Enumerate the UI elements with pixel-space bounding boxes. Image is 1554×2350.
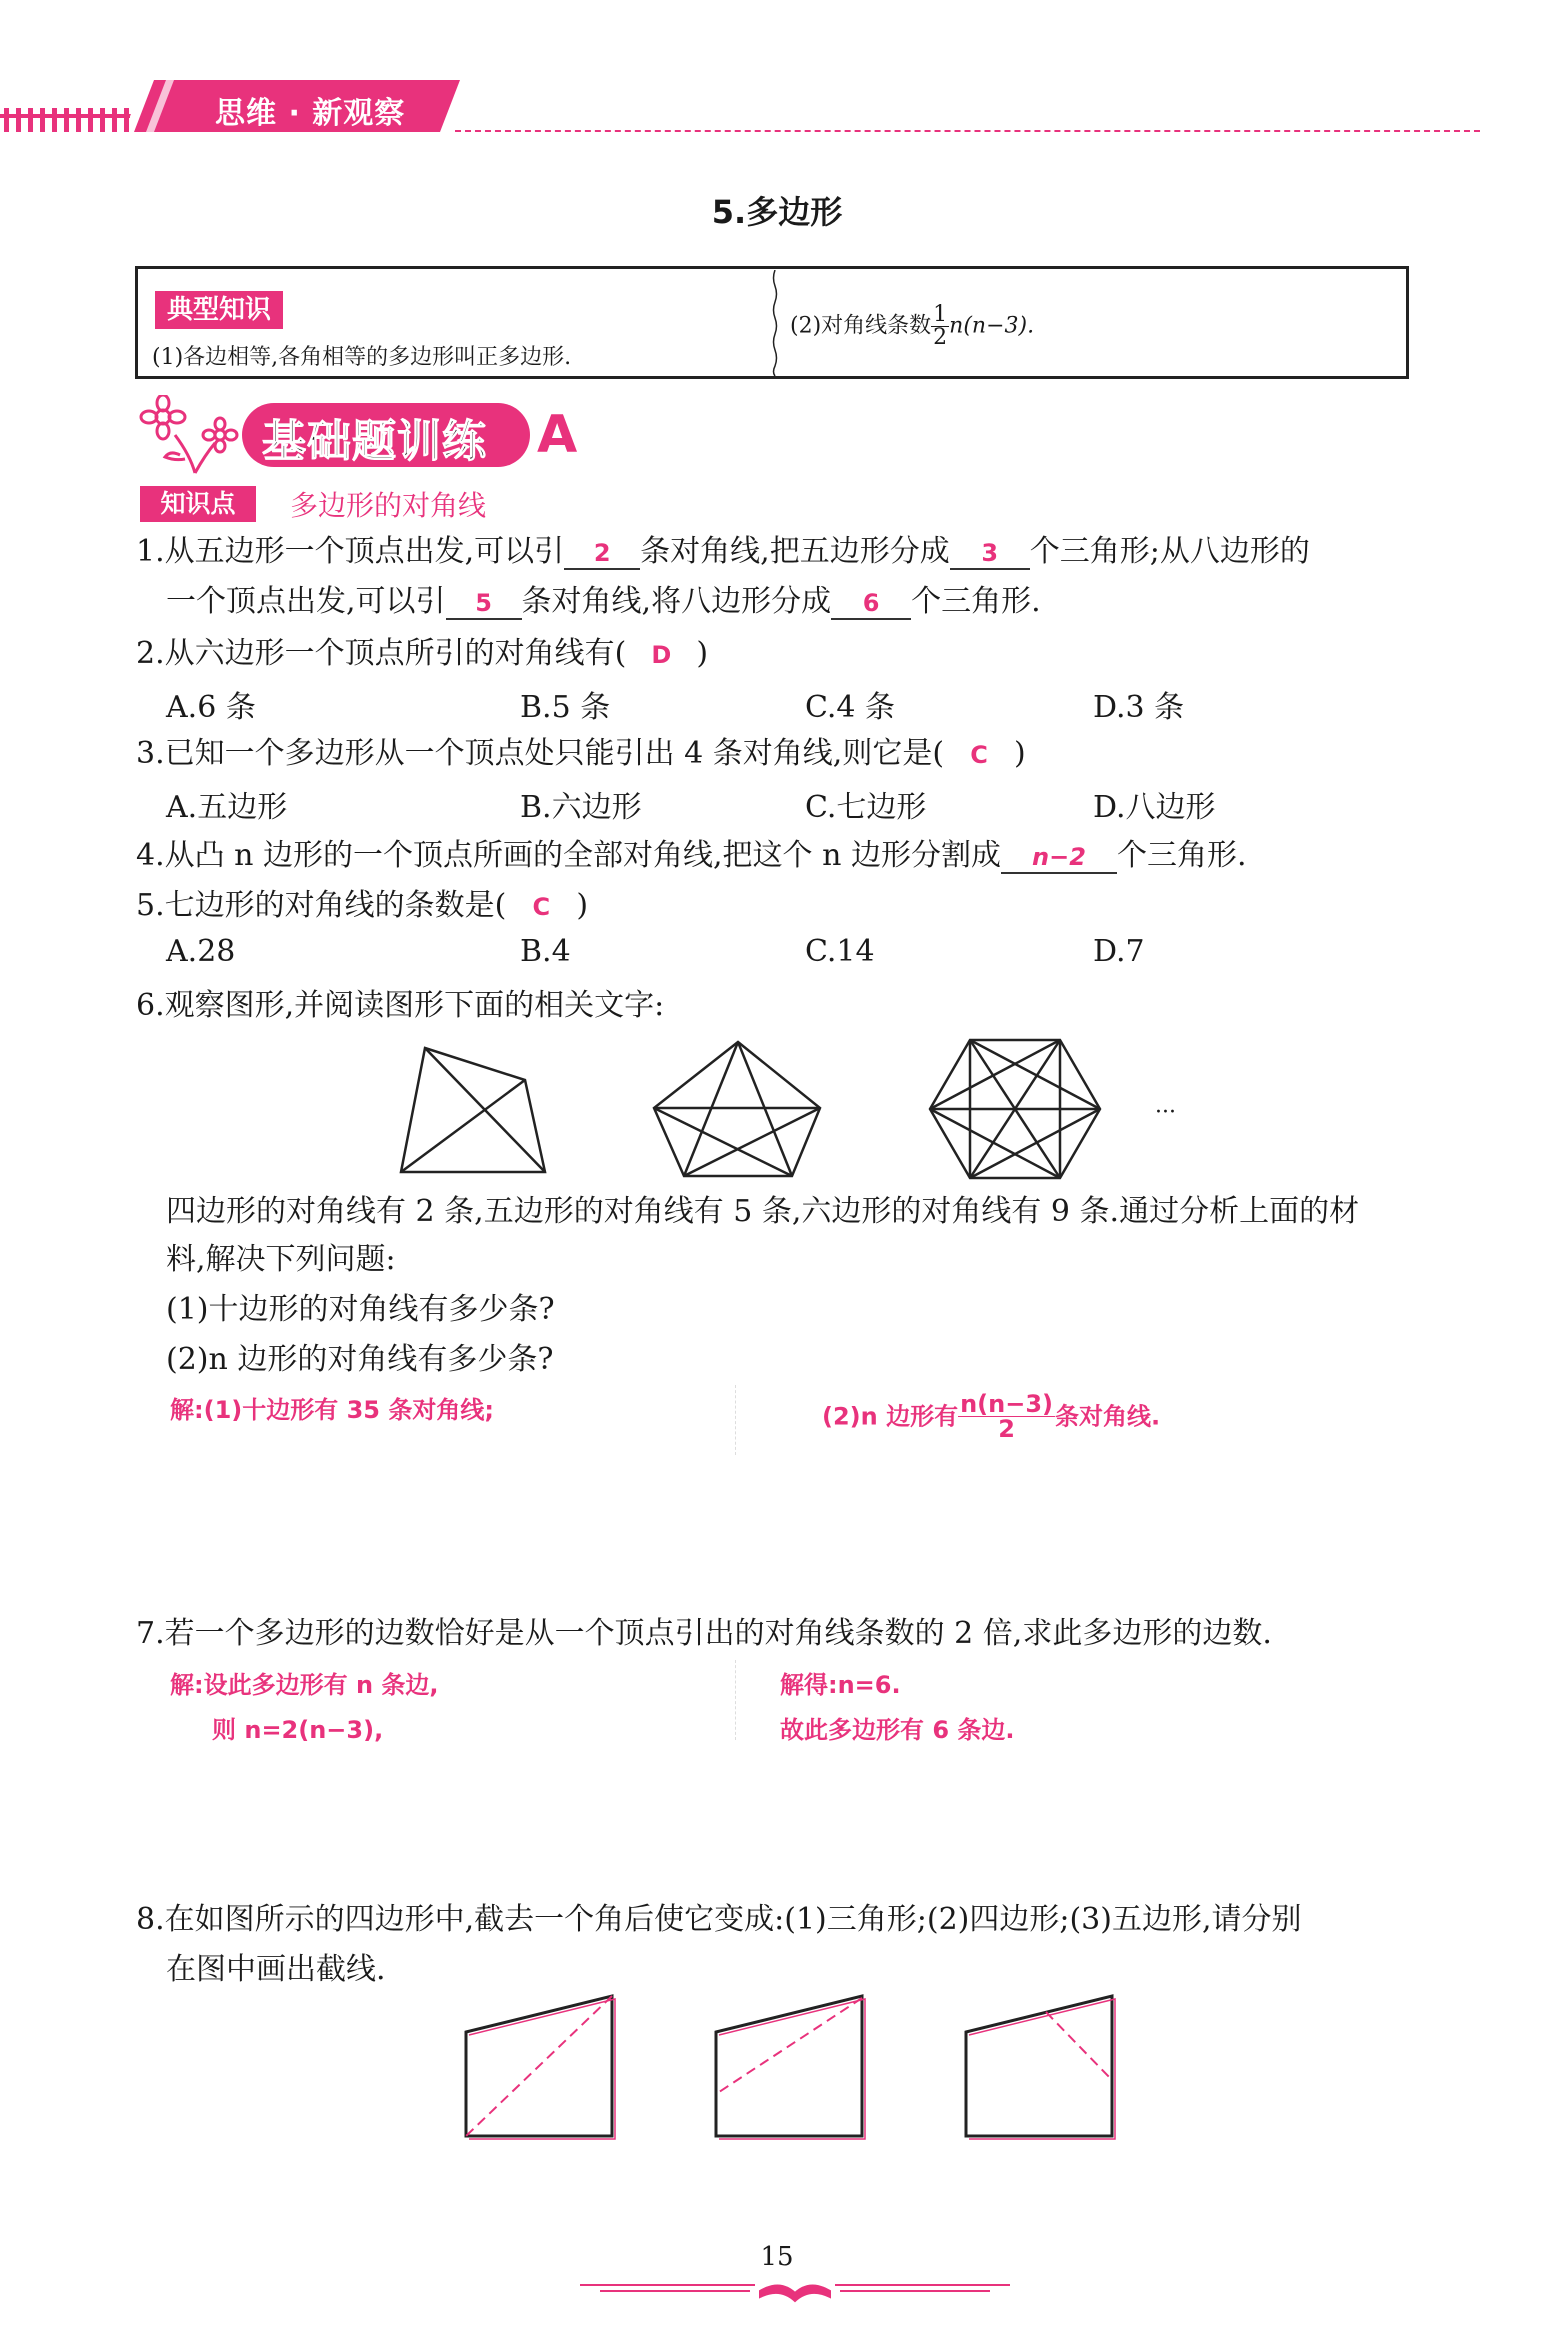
knowledge-fraction bbox=[931, 304, 949, 349]
q6-solution-divider bbox=[735, 1385, 737, 1455]
pentagon-figure bbox=[648, 1036, 828, 1182]
q6-sol2-prefix: (2)n 边形有 bbox=[822, 1402, 959, 1431]
q7-solution-left-2: 则 n=2(n−3), bbox=[212, 1716, 384, 1744]
q7-solution-divider bbox=[735, 1660, 737, 1740]
q4-text-1: 4.从凸 n 边形的一个顶点所画的全部对角线,把这个 n 边形分割成 bbox=[136, 838, 1001, 873]
q5-answer: C bbox=[532, 893, 551, 921]
q1-text-6: 个三角形. bbox=[911, 584, 1041, 619]
q1-blank-2 bbox=[950, 530, 1030, 570]
q5-option-a: A.28 bbox=[166, 934, 236, 969]
quadrilateral-figure bbox=[395, 1040, 555, 1180]
question-6-sub-1: (1)十边形的对角线有多少条? bbox=[166, 1292, 555, 1327]
q6-sol2-suffix: 条对角线. bbox=[1055, 1402, 1161, 1431]
knowledge-right-prefix: (2)对角线条数 bbox=[790, 313, 932, 339]
section-title: 基础题训练 bbox=[262, 416, 487, 467]
q5-option-c: C.14 bbox=[805, 934, 875, 969]
q5-option-b: B.4 bbox=[520, 934, 571, 969]
knowledge-point-tag: 知识点 bbox=[140, 486, 256, 522]
section-level: A bbox=[537, 405, 578, 465]
cut-figure-pentagon bbox=[962, 1990, 1122, 2140]
question-5-stem bbox=[136, 884, 588, 929]
q2-option-d: D.3 条 bbox=[1093, 690, 1185, 725]
knowledge-point-title: 多边形的对角线 bbox=[290, 489, 487, 522]
question-1-line-2 bbox=[166, 580, 1041, 624]
question-6-text-1: 四边形的对角线有 2 条,五边形的对角线有 5 条,六边形的对角线有 9 条.通过分析上面的材 bbox=[166, 1194, 1360, 1229]
question-7-stem: 7.若一个多边形的边数恰好是从一个顶点引出的对角线条数的 2 倍,求此多边形的边数. bbox=[136, 1616, 1272, 1651]
q6-solution-1: 解:(1)十边形有 35 条对角线; bbox=[170, 1396, 494, 1424]
knowledge-left-text: (1)各边相等,各角相等的多边形叫正多边形. bbox=[152, 345, 572, 370]
q6-sol2-fraction bbox=[958, 1392, 1055, 1441]
figure-ellipsis: ··· bbox=[1155, 1100, 1176, 1125]
knowledge-right-text bbox=[790, 304, 1034, 349]
page-number: 15 bbox=[760, 2242, 794, 2272]
header-rule bbox=[455, 130, 1480, 132]
q3-option-c: C.七边形 bbox=[805, 790, 927, 825]
question-6-text-2: 料,解决下列问题: bbox=[166, 1242, 396, 1277]
question-8-stem-1: 8.在如图所示的四边形中,截去一个角后使它变成:(1)三角形;(2)四边形;(3)五边形,请分别 bbox=[136, 1902, 1302, 1937]
q6-sol2-numerator: n(n−3) bbox=[960, 1390, 1053, 1418]
q1-answer-4: 6 bbox=[862, 589, 880, 617]
q3-close: ) bbox=[1014, 736, 1026, 771]
q1-text-1: 1.从五边形一个顶点出发,可以引 bbox=[136, 534, 565, 569]
q1-answer-2: 3 bbox=[981, 539, 999, 567]
q2-option-c: C.4 条 bbox=[805, 690, 896, 725]
cut-figure-quadrilateral bbox=[712, 1990, 872, 2140]
q2-answer: D bbox=[651, 641, 672, 669]
q1-blank-4 bbox=[831, 580, 911, 620]
header-banner-text: 思维 · 新观察 bbox=[215, 96, 406, 131]
question-4 bbox=[136, 834, 1247, 878]
knowledge-box-divider bbox=[772, 270, 778, 376]
q2-option-b: B.5 条 bbox=[520, 690, 611, 725]
question-6-sub-2: (2)n 边形的对角线有多少条? bbox=[166, 1342, 554, 1377]
question-1-line-1 bbox=[136, 530, 1310, 574]
q6-solution-2 bbox=[822, 1392, 1160, 1441]
knowledge-tag: 典型知识 bbox=[155, 291, 283, 329]
q4-text-2: 个三角形. bbox=[1116, 838, 1247, 873]
q1-answer-3: 5 bbox=[475, 589, 492, 617]
flower-icon bbox=[135, 395, 245, 475]
q5-close: ) bbox=[576, 888, 589, 923]
knowledge-right-suffix: n(n−3). bbox=[949, 313, 1035, 339]
q4-blank bbox=[1001, 834, 1117, 874]
q2-stem-text: 2.从六边形一个顶点所引的对角线有( bbox=[136, 636, 627, 671]
question-2-stem bbox=[136, 632, 708, 677]
fraction-denominator: 2 bbox=[933, 325, 948, 350]
q5-option-d: D.7 bbox=[1093, 934, 1145, 969]
page-title: 5.多边形 bbox=[711, 193, 843, 231]
q7-solution-right-1: 解得:n=6. bbox=[780, 1671, 901, 1699]
q2-option-a: A.6 条 bbox=[166, 690, 256, 725]
q1-blank-3 bbox=[446, 580, 522, 620]
q5-stem-text: 5.七边形的对角线的条数是( bbox=[136, 888, 507, 923]
q4-answer: n−2 bbox=[1032, 843, 1086, 871]
question-8-stem-2: 在图中画出截线. bbox=[166, 1952, 386, 1987]
cut-figure-triangle bbox=[462, 1990, 622, 2140]
q1-text-3: 个三角形;从八边形的 bbox=[1029, 534, 1310, 569]
question-3-stem bbox=[136, 732, 1026, 777]
q3-option-d: D.八边形 bbox=[1093, 790, 1216, 825]
q1-answer-1: 2 bbox=[593, 539, 611, 567]
q7-solution-left-1: 解:设此多边形有 n 条边, bbox=[170, 1671, 439, 1699]
q2-close: ) bbox=[696, 636, 709, 671]
q3-option-a: A.五边形 bbox=[166, 790, 288, 825]
q3-answer: C bbox=[970, 741, 988, 769]
q7-solution-right-2: 故此多边形有 6 条边. bbox=[780, 1716, 1015, 1744]
q1-text-5: 条对角线,将八边形分成 bbox=[521, 584, 832, 619]
question-6-stem: 6.观察图形,并阅读图形下面的相关文字: bbox=[136, 988, 665, 1023]
q1-blank-1 bbox=[564, 530, 640, 570]
q3-option-b: B.六边形 bbox=[520, 790, 642, 825]
q1-text-4: 一个顶点出发,可以引 bbox=[166, 584, 446, 619]
q3-stem-text: 3.已知一个多边形从一个顶点处只能引出 4 条对角线,则它是( bbox=[136, 736, 945, 771]
q6-sol2-denominator: 2 bbox=[958, 1416, 1055, 1441]
fraction-numerator: 1 bbox=[933, 302, 948, 327]
q1-text-2: 条对角线,把五边形分成 bbox=[640, 534, 950, 569]
hexagon-figure bbox=[924, 1034, 1106, 1184]
